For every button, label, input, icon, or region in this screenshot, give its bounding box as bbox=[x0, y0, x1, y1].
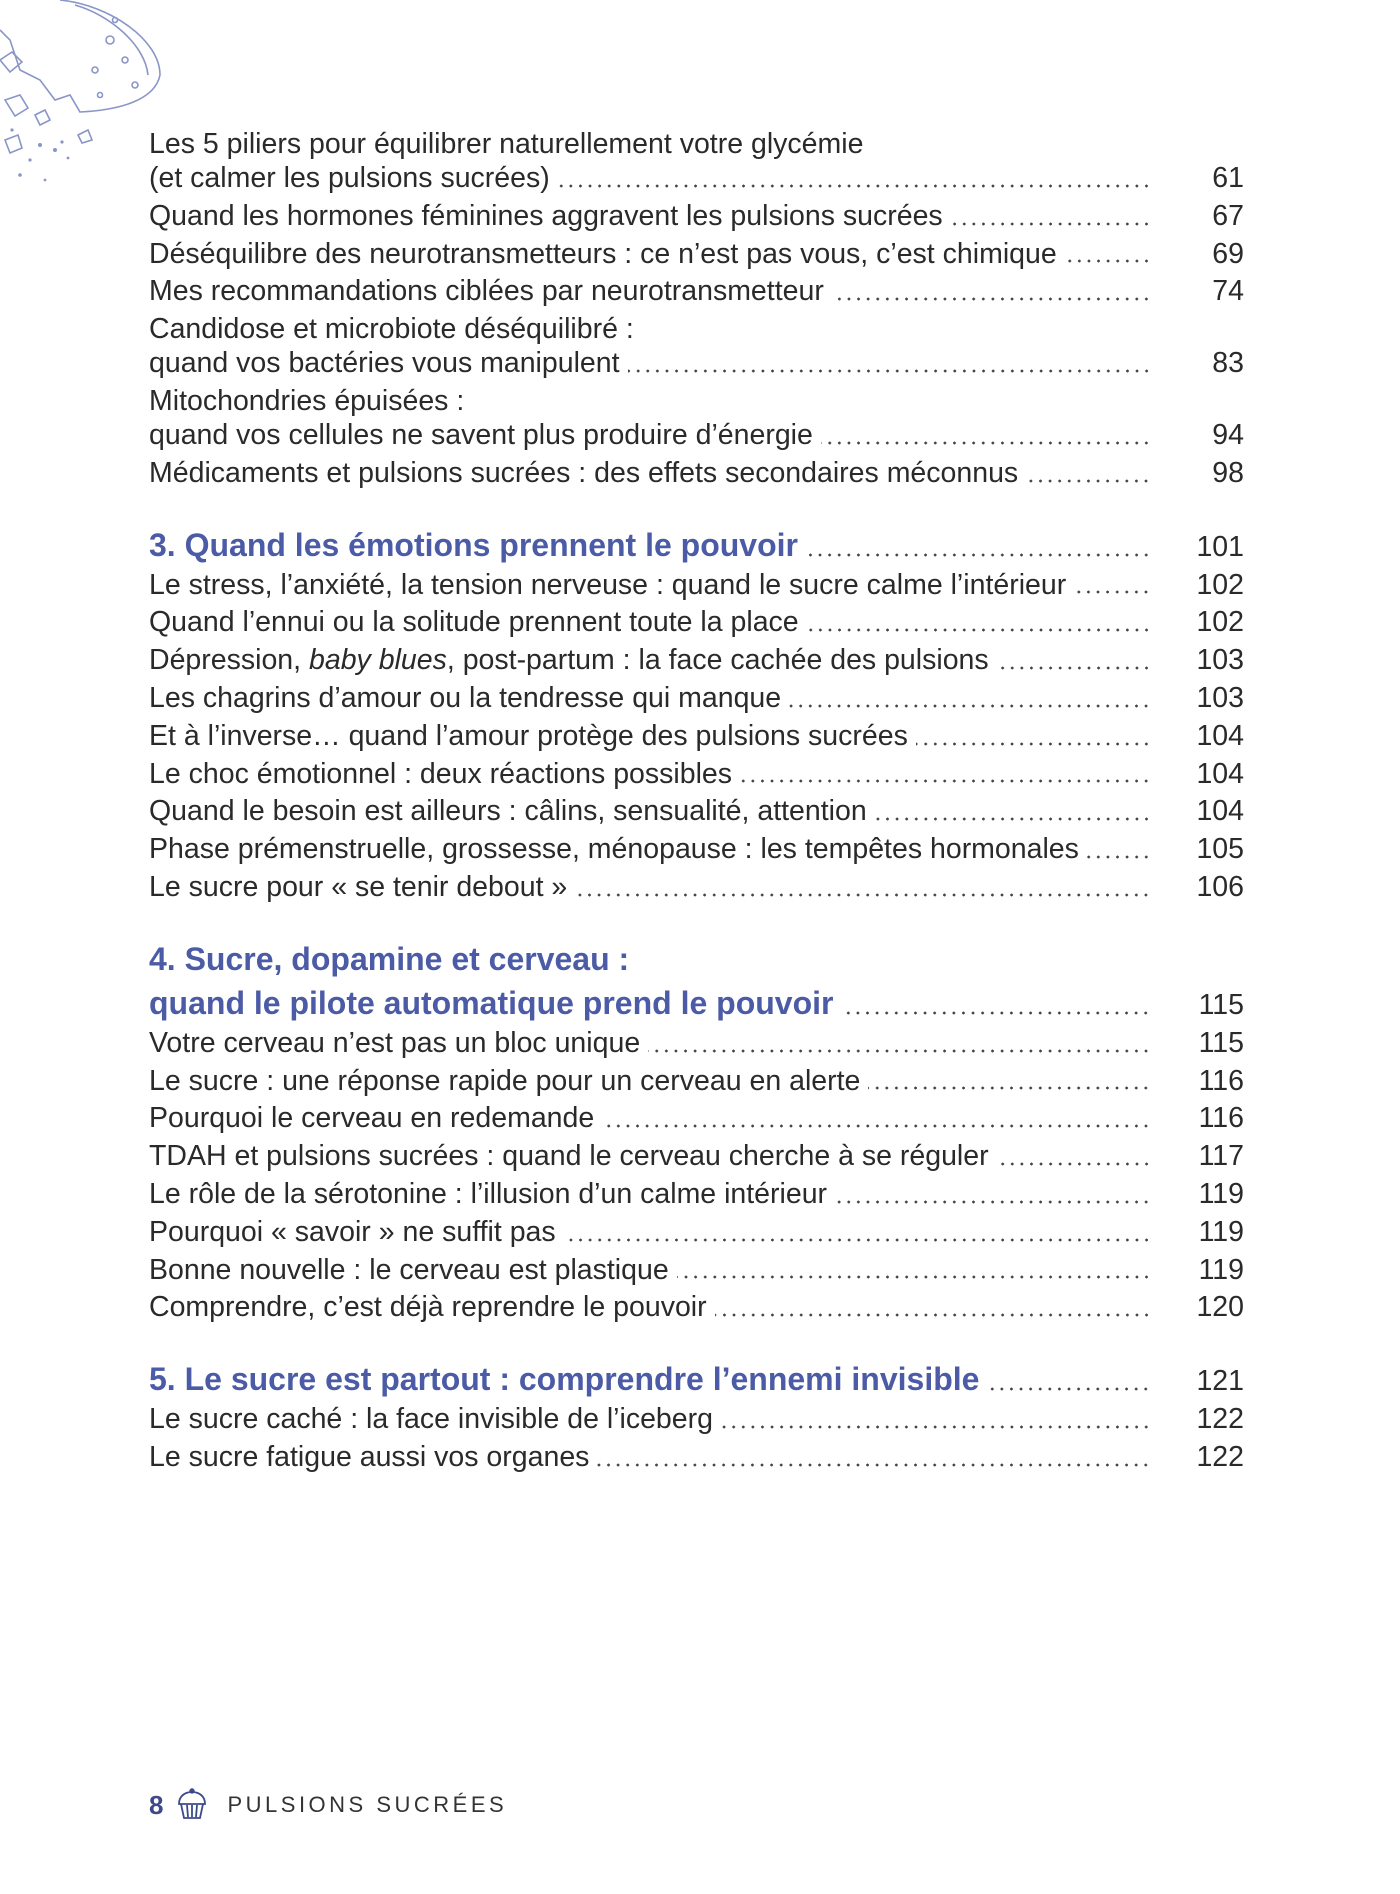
dot-leader bbox=[835, 1200, 1151, 1204]
dot-leader bbox=[564, 1238, 1151, 1242]
toc-entry-title: Le sucre pour « se tenir debout » bbox=[149, 870, 568, 903]
toc-entry[interactable] bbox=[149, 455, 1244, 493]
table-of-contents bbox=[149, 0, 1244, 1477]
chapter-page: 121 bbox=[1196, 1365, 1244, 1398]
dot-leader bbox=[789, 704, 1151, 708]
toc-entry[interactable] bbox=[149, 345, 1244, 383]
toc-entry-page: 102 bbox=[1196, 568, 1244, 601]
toc-entry-title: Quand l’ennui ou la solitude prennent toute la place bbox=[149, 606, 799, 639]
dot-leader bbox=[575, 893, 1151, 897]
toc-entry-page: 104 bbox=[1196, 795, 1244, 828]
dot-leader bbox=[558, 184, 1151, 188]
toc-entry-prefix: Mitochondries épuisées : bbox=[149, 384, 465, 417]
toc-entry-page: 119 bbox=[1198, 1177, 1244, 1210]
toc-entry-title: Le stress, l’anxiété, la tension nerveuse : quand le sucre calme l’intérieur bbox=[149, 568, 1067, 601]
toc-entry[interactable] bbox=[149, 567, 1244, 605]
chapter-title: 5. Le sucre est partout : comprendre l’ennemi invisible bbox=[149, 1361, 980, 1398]
toc-entry-page: 104 bbox=[1196, 757, 1244, 790]
toc-entry[interactable] bbox=[149, 1025, 1244, 1063]
toc-entry-page: 83 bbox=[1212, 347, 1244, 380]
toc-entry-title: Déséquilibre des neurotransmetteurs : ce n’est pas vous, c’est chimique bbox=[149, 237, 1057, 270]
dot-leader bbox=[841, 1011, 1151, 1015]
toc-entry-title: Mes recommandations ciblées par neurotransmetteur bbox=[149, 275, 824, 308]
toc-entry-page: 61 bbox=[1212, 162, 1244, 194]
chapter-title: 3. Quand les émotions prennent le pouvoir bbox=[149, 526, 798, 563]
page-footer bbox=[149, 1785, 507, 1825]
toc-entry-title: Pourquoi le cerveau en redemande bbox=[149, 1102, 595, 1135]
toc-entry-page: 94 bbox=[1212, 418, 1244, 451]
toc-entry-page: 117 bbox=[1198, 1140, 1244, 1173]
toc-entry-title: Pourquoi « savoir » ne suffit pas bbox=[149, 1215, 556, 1248]
toc-entry[interactable] bbox=[149, 273, 1244, 311]
toc-entry-title: quand vos bactéries vous manipulent bbox=[149, 347, 620, 380]
toc-entry-page: 122 bbox=[1196, 1440, 1244, 1473]
toc-entry-prefix: Candidose et microbiote déséquilibré : bbox=[149, 313, 634, 346]
toc-entry[interactable] bbox=[149, 1439, 1244, 1477]
dot-leader bbox=[715, 1313, 1151, 1317]
cupcake-icon bbox=[175, 1788, 209, 1822]
toc-chapter-3[interactable] bbox=[149, 523, 1244, 567]
chapter-title-prefix: 4. Sucre, dopamine et cerveau : bbox=[149, 940, 630, 977]
dot-leader bbox=[740, 779, 1151, 783]
dot-leader bbox=[721, 1425, 1151, 1429]
dot-leader bbox=[806, 553, 1151, 557]
toc-entry-page: 122 bbox=[1196, 1403, 1244, 1436]
toc-entry[interactable] bbox=[149, 642, 1244, 680]
toc-entry[interactable] bbox=[149, 604, 1244, 642]
toc-entry-page: 104 bbox=[1196, 719, 1244, 752]
toc-entry-page: 103 bbox=[1196, 644, 1244, 677]
book-title: PULSIONS SUCRÉES bbox=[227, 1792, 508, 1817]
toc-entry[interactable] bbox=[149, 793, 1244, 831]
toc-entry[interactable] bbox=[149, 1138, 1244, 1176]
toc-entry-page: 119 bbox=[1198, 1253, 1244, 1286]
toc-entry-page: 116 bbox=[1198, 1102, 1244, 1135]
dot-leader bbox=[875, 817, 1151, 821]
toc-entry[interactable] bbox=[149, 680, 1244, 718]
toc-entry[interactable] bbox=[149, 1100, 1244, 1138]
toc-entry[interactable] bbox=[149, 1401, 1244, 1439]
toc-entry[interactable] bbox=[149, 869, 1244, 907]
toc-entry-page: 69 bbox=[1212, 237, 1244, 270]
dot-leader bbox=[597, 1463, 1151, 1467]
toc-entry-page: 120 bbox=[1196, 1291, 1244, 1324]
dot-leader bbox=[602, 1124, 1151, 1128]
toc-entry-page: 74 bbox=[1212, 275, 1244, 308]
title-part: , post-partum : la face cachée des pulsions bbox=[446, 644, 989, 677]
toc-entry-page: 98 bbox=[1212, 456, 1244, 489]
toc-entry-title: TDAH et pulsions sucrées : quand le cerveau cherche à se réguler bbox=[149, 1140, 989, 1173]
toc-chapter-5[interactable] bbox=[149, 1357, 1244, 1401]
dot-leader bbox=[951, 222, 1151, 226]
title-part: Dépression, bbox=[149, 644, 309, 677]
dot-leader bbox=[648, 1049, 1151, 1053]
dot-leader bbox=[868, 1086, 1151, 1090]
dot-leader bbox=[987, 1387, 1151, 1391]
toc-entry-page: 106 bbox=[1196, 870, 1244, 903]
toc-entry[interactable] bbox=[149, 198, 1244, 236]
toc-entry-title: Votre cerveau n’est pas un bloc unique bbox=[149, 1026, 641, 1059]
dot-leader bbox=[628, 369, 1151, 373]
dot-leader bbox=[1026, 479, 1151, 483]
dot-leader bbox=[821, 441, 1151, 445]
title-italic: baby blues bbox=[309, 644, 447, 677]
toc-entry-title: quand vos cellules ne savent plus produire d’énergie bbox=[149, 418, 813, 451]
toc-entry-title: Quand le besoin est ailleurs : câlins, sensualité, attention bbox=[149, 795, 867, 828]
toc-entry-page: 115 bbox=[1198, 1026, 1244, 1059]
toc-entry[interactable] bbox=[149, 1289, 1244, 1327]
dot-leader bbox=[1065, 259, 1151, 263]
toc-entry[interactable] bbox=[149, 1063, 1244, 1101]
toc-entry[interactable] bbox=[149, 1252, 1244, 1290]
toc-entry-title: Le rôle de la sérotonine : l’illusion d’un calme intérieur bbox=[149, 1177, 828, 1210]
dot-leader bbox=[1087, 855, 1151, 859]
toc-entry[interactable] bbox=[149, 831, 1244, 869]
toc-entry[interactable] bbox=[149, 1176, 1244, 1214]
dot-leader bbox=[997, 1162, 1151, 1166]
toc-entry-page: 102 bbox=[1196, 606, 1244, 639]
toc-entry-page: 103 bbox=[1196, 681, 1244, 714]
toc-entry-title: (et calmer les pulsions sucrées) bbox=[149, 162, 550, 194]
toc-entry-title: Quand les hormones féminines aggravent les pulsions sucrées bbox=[149, 199, 943, 232]
dot-leader bbox=[997, 666, 1151, 670]
page-number: 8 bbox=[149, 1789, 164, 1820]
toc-entry[interactable] bbox=[149, 236, 1244, 274]
toc-entry[interactable] bbox=[149, 1214, 1244, 1252]
toc-entry-page: 67 bbox=[1212, 199, 1244, 232]
toc-entry-title: Phase prémenstruelle, grossesse, ménopause : les tempêtes hormonales bbox=[149, 833, 1079, 866]
toc-entry-title: Le sucre caché : la face invisible de l’iceberg bbox=[149, 1403, 713, 1436]
toc-entry[interactable] bbox=[149, 160, 1244, 198]
toc-entry-title: Le sucre fatigue aussi vos organes bbox=[149, 1440, 590, 1473]
toc-entry-title: Médicaments et pulsions sucrées : des effets secondaires méconnus bbox=[149, 456, 1019, 489]
chapter-title: quand le pilote automatique prend le pouvoir bbox=[149, 984, 834, 1021]
toc-entry-page: 116 bbox=[1198, 1064, 1244, 1097]
toc-entry-title: Comprendre, c’est déjà reprendre le pouvoir bbox=[149, 1291, 707, 1324]
toc-entry-page: 119 bbox=[1198, 1215, 1244, 1248]
toc-entry[interactable] bbox=[149, 756, 1244, 794]
toc-entry-page: 105 bbox=[1196, 833, 1244, 866]
toc-entry[interactable] bbox=[149, 718, 1244, 756]
toc-entry-prefix: Les 5 piliers pour équilibrer naturellement votre glycémie bbox=[149, 128, 864, 160]
toc-entry-title bbox=[149, 642, 989, 680]
toc-entry-title: Le sucre : une réponse rapide pour un cerveau en alerte bbox=[149, 1064, 861, 1097]
dot-leader bbox=[677, 1275, 1151, 1279]
toc-chapter-4[interactable] bbox=[149, 981, 1244, 1025]
dot-leader bbox=[1074, 590, 1151, 594]
dot-leader bbox=[916, 742, 1151, 746]
toc-entry[interactable] bbox=[149, 417, 1244, 455]
chapter-page: 115 bbox=[1198, 988, 1244, 1021]
toc-entry-title: Le choc émotionnel : deux réactions possibles bbox=[149, 757, 733, 790]
chapter-page: 101 bbox=[1196, 530, 1244, 563]
toc-entry-title: Bonne nouvelle : le cerveau est plastique bbox=[149, 1253, 669, 1286]
toc-entry-title: Et à l’inverse… quand l’amour protège des pulsions sucrées bbox=[149, 719, 908, 752]
toc-entry-title: Les chagrins d’amour ou la tendresse qui manque bbox=[149, 681, 782, 714]
dot-leader bbox=[807, 628, 1151, 632]
dot-leader bbox=[832, 297, 1151, 301]
